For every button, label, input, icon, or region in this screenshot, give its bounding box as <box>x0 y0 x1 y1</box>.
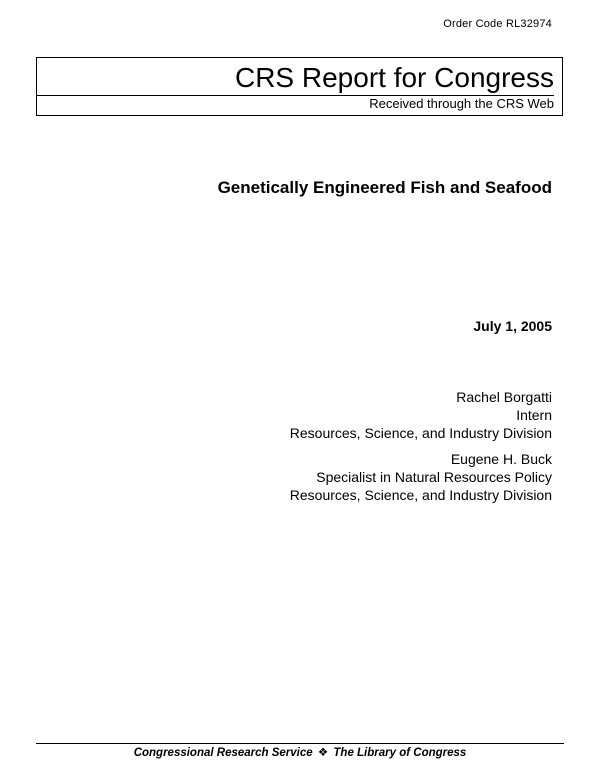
author-block-2 <box>290 450 552 504</box>
footer <box>36 745 564 759</box>
author-position: Intern <box>516 407 552 423</box>
author-name: Rachel Borgatti <box>456 389 552 405</box>
report-date: July 1, 2005 <box>473 318 552 334</box>
diamond-separator-icon: ❖ <box>317 747 329 759</box>
author-division: Resources, Science, and Industry Division <box>289 425 552 441</box>
author-name: Eugene H. Buck <box>450 451 552 467</box>
report-title: Genetically Engineered Fish and Seafood <box>217 178 552 197</box>
author-block-1 <box>290 388 552 442</box>
author-division: Resources, Science, and Industry Division <box>289 487 552 503</box>
report-header-box <box>36 57 563 116</box>
header-title: CRS Report for Congress <box>234 62 554 93</box>
header-subtitle: Received through the CRS Web <box>369 96 554 111</box>
order-code: Order Code RL32974 <box>443 18 552 30</box>
footer-left: Congressional Research Service <box>133 747 313 759</box>
author-position: Specialist in Natural Resources Policy <box>316 469 552 485</box>
footer-divider <box>36 743 564 744</box>
footer-right: The Library of Congress <box>333 747 467 759</box>
